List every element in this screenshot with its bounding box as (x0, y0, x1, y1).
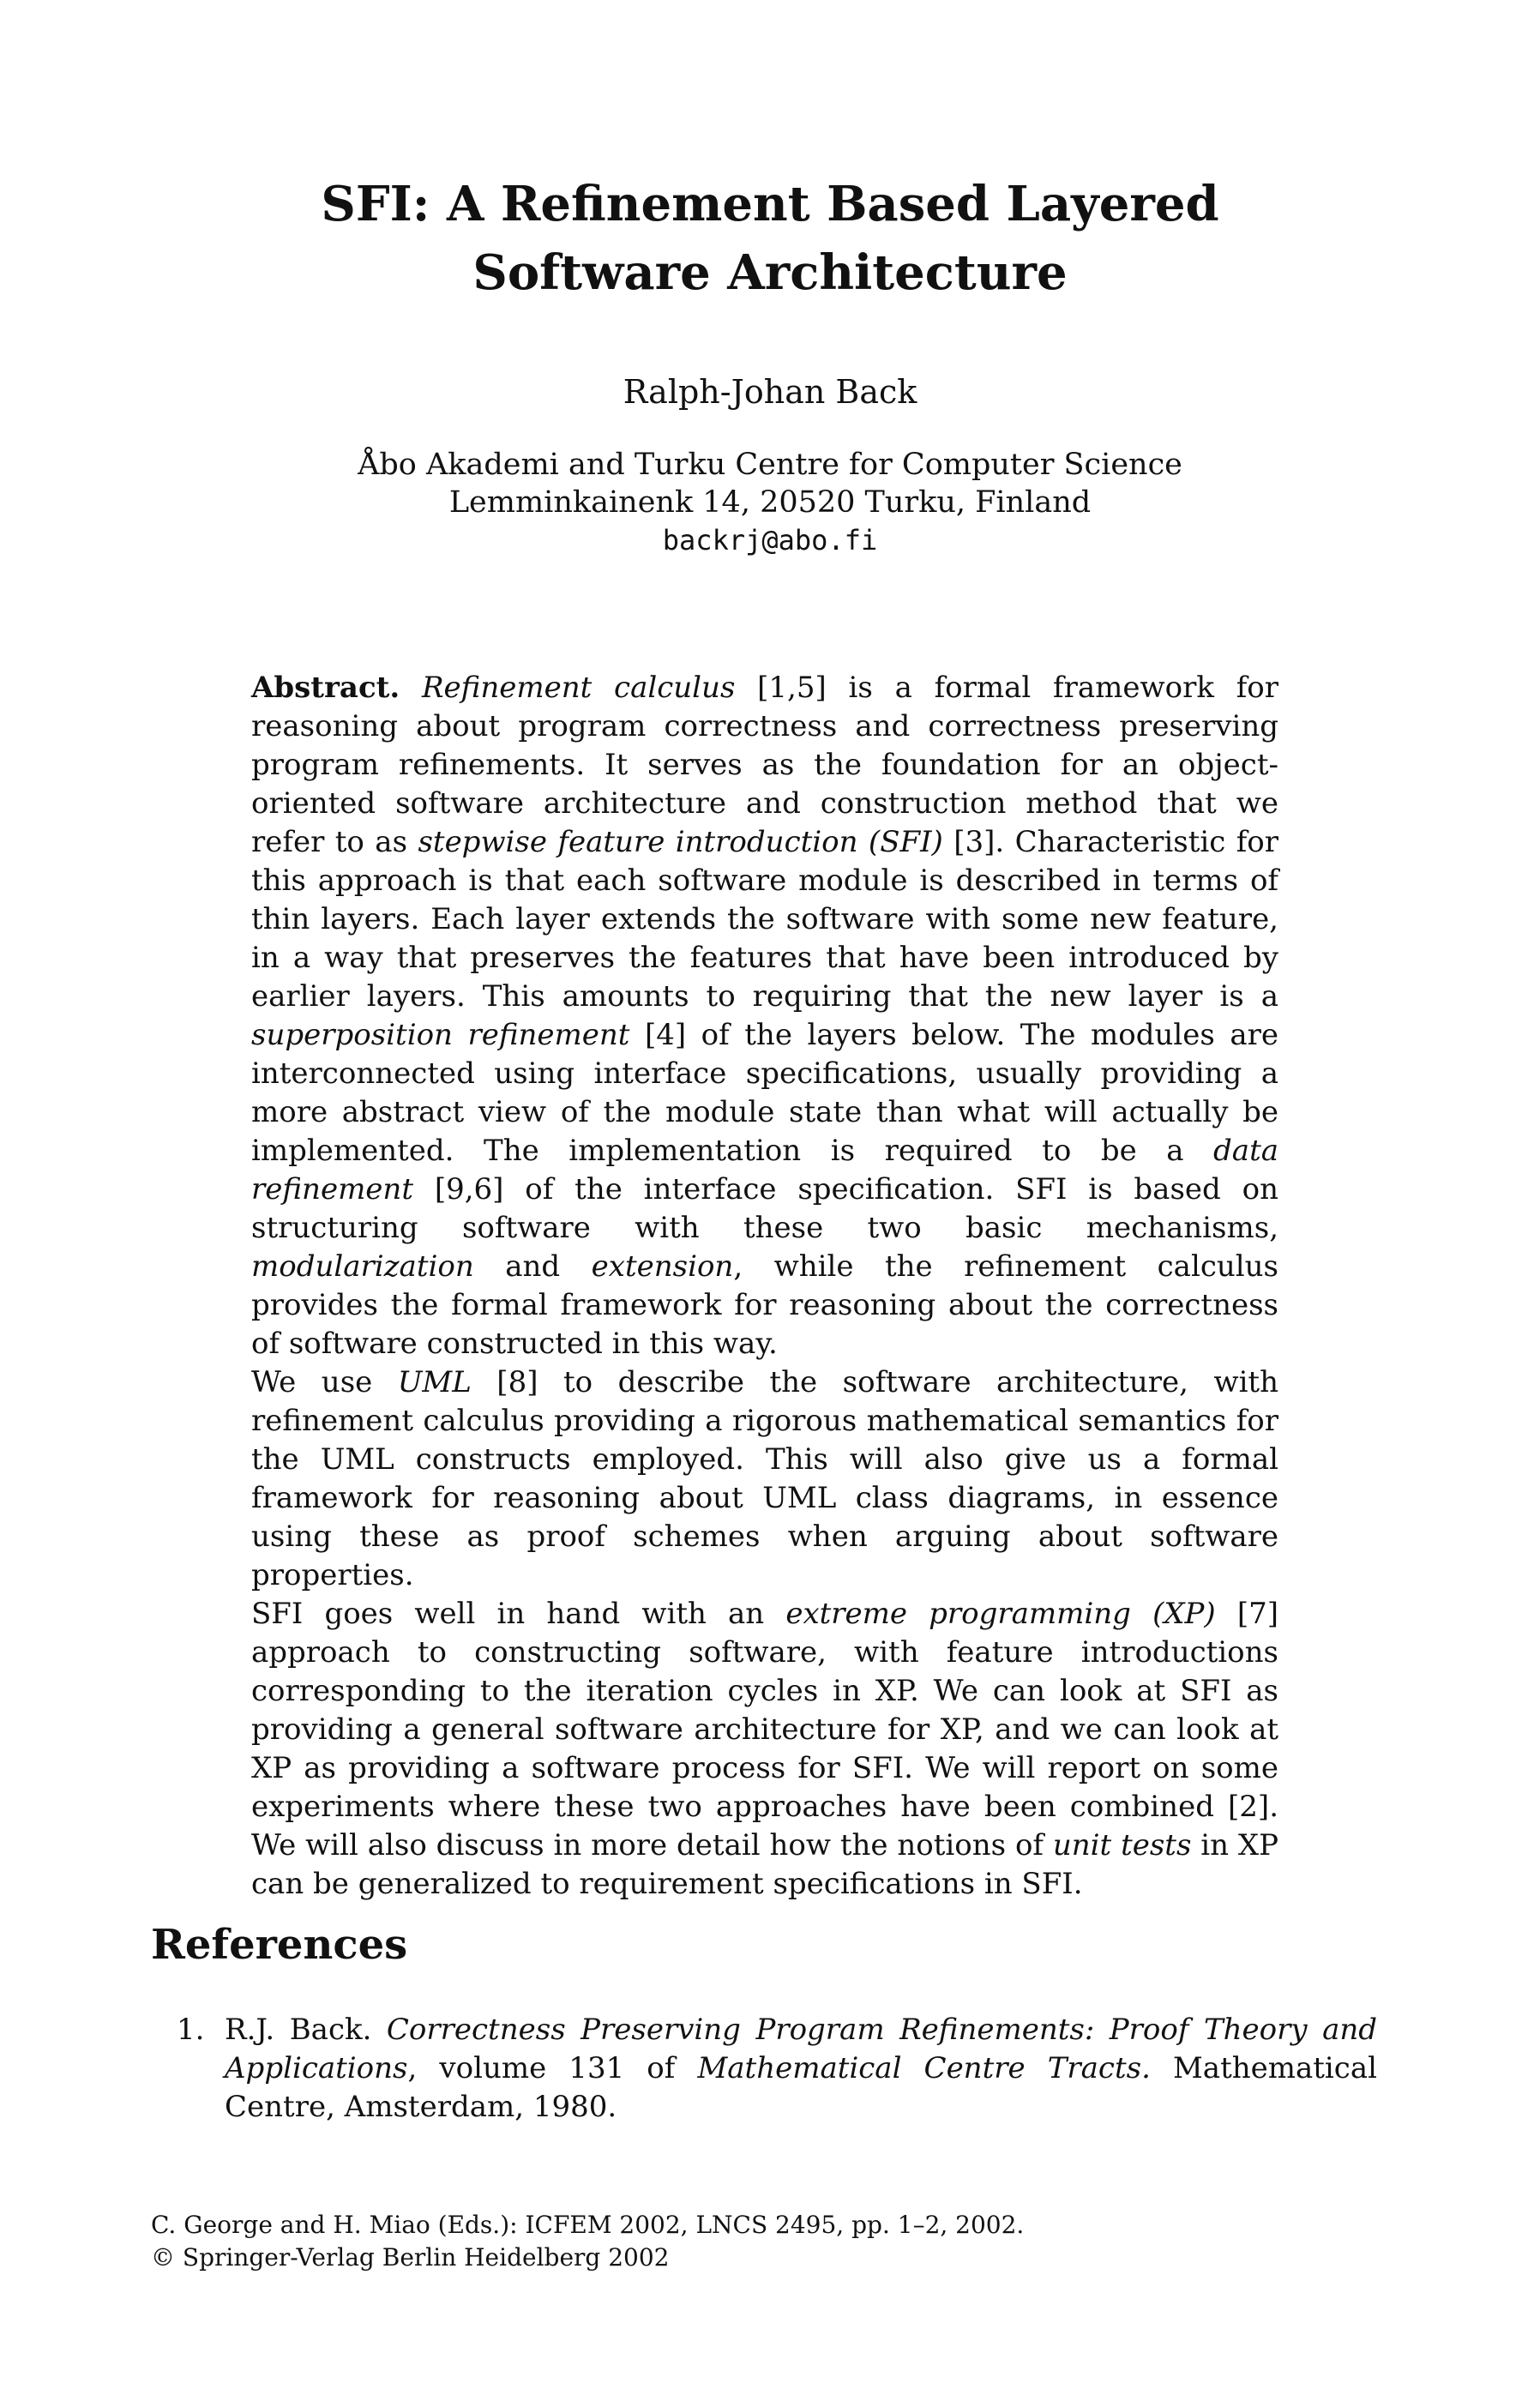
abstract-paragraph-1 (251, 669, 1278, 1363)
abstract-text: SFI goes well in hand with an (251, 1597, 786, 1631)
abstract-text: [7] approach to constructing software, with feature introductions corresponding to the iteration cycles in XP. We can look at SFI as providing a general software architecture for XP, and we can look at XP as providing a software process for SFI. We will report on some experiments where these two approaches have been combined [2]. We will also discuss in more detail how the notions of (251, 1597, 1278, 1862)
reference-publisher: Mathematical Centre, Amsterdam, 1980. (225, 2051, 1377, 2124)
abstract-text: and (473, 1249, 592, 1284)
abstract-text: [1,5] is a formal framework for reasoning about program correctness and correctness preserving program refinements. It serves as the foundation for an object-oriented software architecture and construction method that we refer to as (251, 671, 1278, 859)
abstract-term-refinement-calculus: Refinement calculus (421, 671, 736, 705)
abstract-text: [9,6] of the interface specification. SFI is based on structuring software with these two basic mechanisms, (251, 1172, 1278, 1245)
reference-author: R.J. Back. (225, 2013, 387, 2047)
reference-number: 1. (177, 2013, 205, 2047)
reference-title: Correctness Preserving Program Refinements: Proof Theory and Applications (225, 2013, 1377, 2085)
abstract-label: Abstract. (251, 671, 400, 705)
paper-title (0, 170, 1540, 307)
abstract-term-uml: UML (397, 1365, 472, 1399)
reference-list (177, 2011, 1377, 2127)
abstract-text: , while the refinement calculus provides the formal framework for reasoning about the correctness of software constructed in this way. (251, 1249, 1278, 1361)
affiliation-line-1: Åbo Akademi and Turku Centre for Computer Science (358, 448, 1182, 482)
copyright-footer (151, 2209, 1024, 2274)
abstract-text: [3]. Characteristic for this approach is that each software module is described in terms of thin layers. Each layer extends the software with some new feature, in a way that preserves the features that have been introduced by earlier layers. This amounts to requiring that the new layer is a (251, 825, 1279, 1014)
abstract-text: We use (251, 1365, 398, 1399)
affiliation-line-2: Lemminkainenk 14, 20520 Turku, Finland (448, 485, 1092, 520)
author-name: Ralph-Johan Back (623, 373, 917, 411)
abstract-term-modularization: modularization (251, 1249, 474, 1284)
title-line-2: Software Architecture (472, 244, 1068, 301)
abstract-term-superposition: superposition refinement (251, 1018, 630, 1052)
title-line-1: SFI: A Refinement Based Layered (321, 176, 1219, 232)
abstract-paragraph-2 (251, 1363, 1278, 1595)
abstract-paragraph-3 (251, 1595, 1278, 1904)
reference-mid: , volume 131 of (407, 2051, 698, 2085)
reference-item (177, 2011, 1377, 2127)
affiliation-block (0, 446, 1540, 559)
footer-copyright: © Springer-Verlag Berlin Heidelberg 2002 (151, 2243, 670, 2272)
abstract-term-extension: extension (591, 1249, 734, 1284)
abstract-text: in XP can be generalized to requirement specifications in SFI. (251, 1828, 1279, 1901)
abstract-term-data-refinement: data refinement (251, 1134, 1278, 1207)
abstract-text: [8] to describe the software architecture, with refinement calculus providing a rigorous mathematical semantics for the UML constructs employed. This will also give us a formal framework for reasoning about UML class diagrams, in essence using these as proof schemes when arguing about software properties. (251, 1365, 1278, 1592)
footer-citation: C. George and H. Miao (Eds.): ICFEM 2002, LNCS 2495, pp. 1–2, 2002. (151, 2211, 1025, 2239)
references-heading: References (151, 1921, 408, 1969)
abstract-term-unit-tests: unit tests (1052, 1828, 1192, 1862)
abstract-term-sfi: stepwise feature introduction (SFI) (418, 825, 943, 859)
abstract-term-xp: extreme programming (XP) (785, 1597, 1216, 1631)
abstract-section (251, 669, 1278, 1904)
author-email: backrj@abo.fi (662, 524, 878, 557)
reference-series: Mathematical Centre Tracts. (697, 2051, 1151, 2085)
abstract-text: [4] of the layers below. The modules are interconnected using interface specifications, usually providing a more abstract view of the module state than what will actually be implemented. The implementation is required to be a (251, 1018, 1278, 1168)
